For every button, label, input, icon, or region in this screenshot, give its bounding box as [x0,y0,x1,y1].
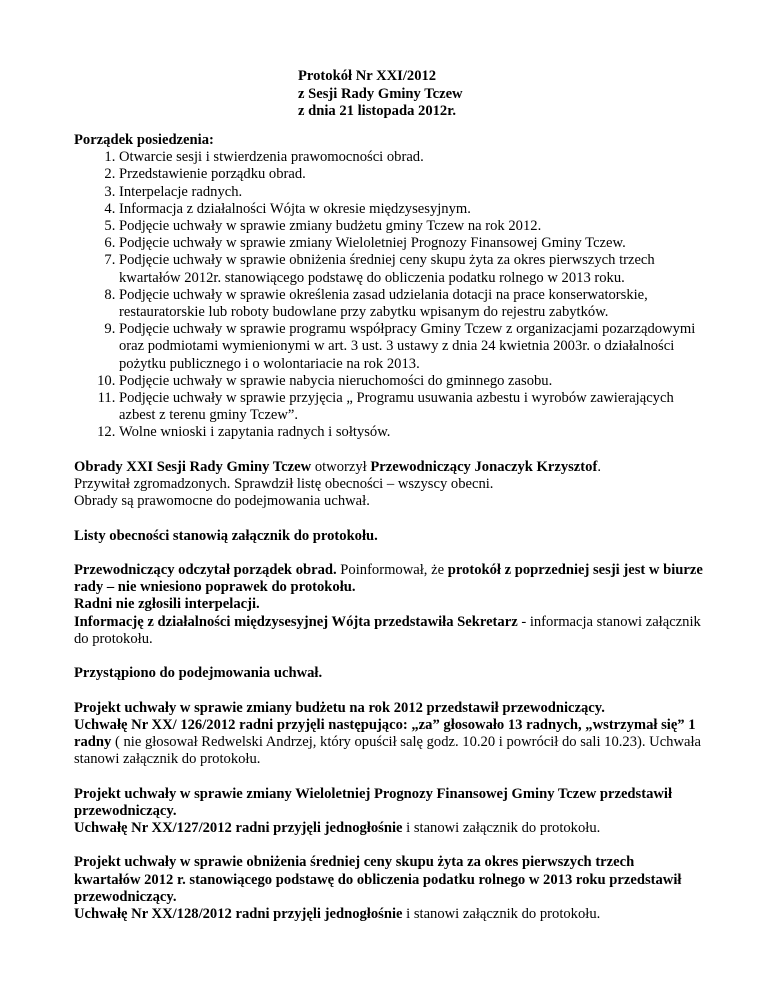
agenda-item: 1. Otwarcie sesji i stwierdzenia prawomocności obrad. [119,149,704,166]
greeting-paragraph: Przywitał zgromadzonych. Sprawdził listę obecności – wszyscy obecni. [74,476,494,493]
chairman-name: Przewodniczący Jonaczyk Krzysztof [370,458,598,475]
agenda-item: 5. Podjęcie uchwały w sprawie zmiany budżetu gminy Tczew na rok 2012. [119,218,704,235]
quorum-paragraph: Obrady są prawomocne do podejmowania uchwał. [74,493,370,510]
agenda-item: 11. Podjęcie uchwały w sprawie przyjęcia „ Programu usuwania azbestu i wyrobów zawierających azbest z terenu gminy Tczew”. [119,390,704,424]
session-opening-bold: Obrady XXI Sesji Rady Gminy Tczew [74,458,312,475]
agenda-list [74,149,704,441]
protocol-header [298,68,463,121]
resolution-1-title: Projekt uchwały w sprawie zmiany budżetu na rok 2012 przedstawił przewodniczący. [74,699,605,716]
resolution-1-vote: Uchwałę Nr XX/ 126/2012 radni przyjęli następująco: „za” głosowało 13 radnych, „wstrzymał się” 1 radny ( nie głosował Redwelski Andrzej, który opuścił salę godz. 10.20 i powrócił do sali 10.23). Uchwała stanowi załącznik do protokołu. [74,716,702,768]
document-body [74,132,704,923]
agenda-item: 6. Podjęcie uchwały w sprawie zmiany Wieloletniej Prognozy Finansowej Gminy Tczew. [119,235,704,252]
agenda-title: Porządek posiedzenia: [74,132,214,148]
resolutions-intro: Przystąpiono do podejmowania uchwał. [74,665,323,682]
session-name: z Sesji Rady Gminy Tczew [298,85,463,102]
agenda-read-paragraph: Przewodniczący odczytał porządek obrad. Poinformował, że protokół z poprzedniej sesji jest w biurze rady – nie wniesiono poprawek do protokołu. [74,562,703,596]
agenda-item: 9. Podjęcie uchwały w sprawie programu współpracy Gminy Tczew z organizacjami pozarządowymi oraz podmiotami wymienionymi w art. 3 ust. 3 ustawy z dnia 24 kwietnia 2003r. o działalności pożytku publicznego i o wolontariacie na rok 2013. [119,321,704,373]
agenda-item: 2. Przedstawienie porządku obrad. [119,166,704,183]
attendance-note: Listy obecności stanowią załącznik do protokołu. [74,527,378,544]
interpellations-note: Radni nie zgłosili interpelacji. [74,596,260,613]
resolution-2-vote: Uchwałę Nr XX/127/2012 radni przyjęli jednogłośnie i stanowi załącznik do protokołu. [74,820,601,837]
agenda-item: 4. Informacja z działalności Wójta w okresie międzysesyjnym. [119,201,704,218]
resolution-2-title: Projekt uchwały w sprawie zmiany Wieloletniej Prognozy Finansowej Gminy Tczew przedstawił przewodniczący. [74,785,673,819]
opening-paragraph: Obrady XXI Sesji Rady Gminy Tczew otworzył Przewodniczący Jonaczyk Krzysztof. [74,458,601,475]
session-date: z dnia 21 listopada 2012r. [298,103,456,119]
protocol-number: Protokół Nr XXI/2012 [298,68,437,84]
resolution-3-title: Projekt uchwały w sprawie obniżenia średniej ceny skupu żyta za okres pierwszych trzech kwartałów 2012 r. stanowiącego podstawę do obliczenia podatku rolnego w 2013 roku przedstawił przewodniczący. [74,854,682,905]
agenda-item: 10. Podjęcie uchwały w sprawie nabycia nieruchomości do gminnego zasobu. [119,373,704,390]
agenda-item: 12. Wolne wnioski i zapytania radnych i sołtysów. [119,424,704,441]
agenda-item: 8. Podjęcie uchwały w sprawie określenia zasad udzielania dotacji na prace konserwatorskie, restauratorskie lub roboty budowlane przy zabytku wpisanym do rejestru zabytków. [119,287,704,321]
mayor-report-paragraph: Informację z działalności międzysesyjnej Wójta przedstawiła Sekretarz - informacja stanowi załącznik do protokołu. [74,613,701,647]
agenda-item: 3. Interpelacje radnych. [119,184,704,201]
resolution-3-vote: Uchwałę Nr XX/128/2012 radni przyjęli jednogłośnie i stanowi załącznik do protokołu. [74,906,601,923]
agenda-item: 7. Podjęcie uchwały w sprawie obniżenia średniej ceny skupu żyta za okres pierwszych trzech kwartałów 2012r. stanowiącego podstawę do obliczenia podatku rolnego w 2013 roku. [119,252,704,286]
